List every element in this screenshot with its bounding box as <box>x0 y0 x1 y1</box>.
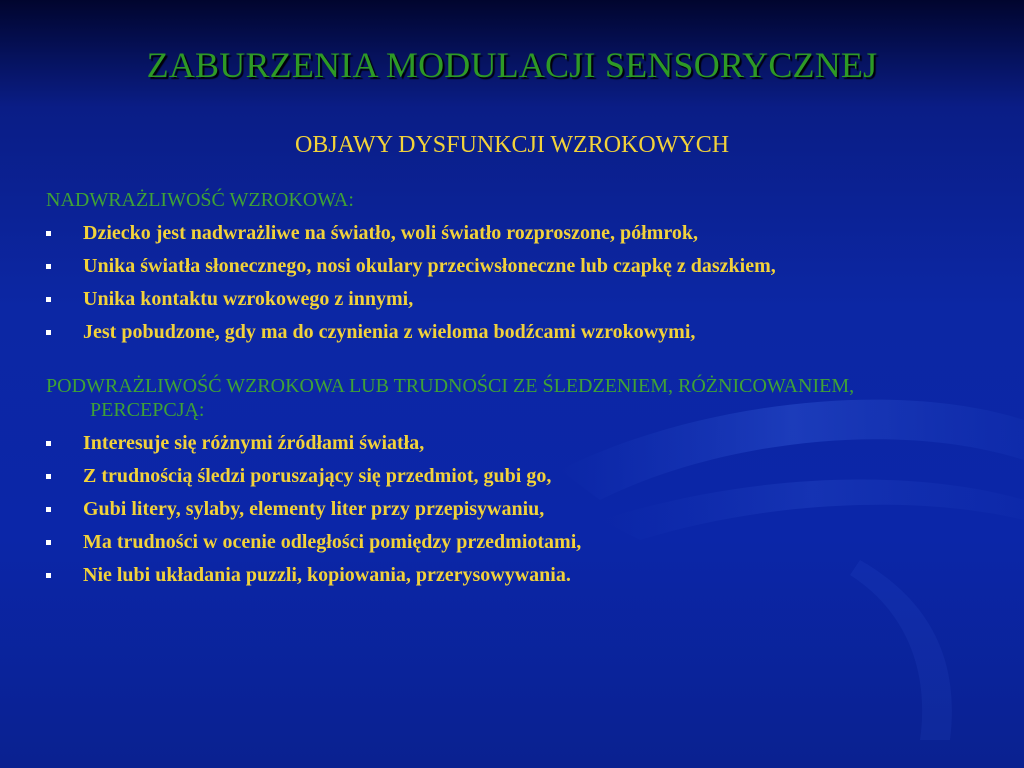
list-item-text: Ma trudności w ocenie odległości pomiędzy przedmiotami, <box>83 531 582 553</box>
square-bullet-icon <box>46 231 51 236</box>
list-item <box>46 431 986 455</box>
list-item-text: Jest pobudzone, gdy ma do czynienia z wieloma bodźcami wzrokowymi, <box>83 321 696 343</box>
list-item-text: Gubi litery, sylaby, elementy liter przy przepisywaniu, <box>83 498 545 520</box>
slide-title: ZABURZENIA MODULACJI SENSORYCZNEJ <box>146 45 878 85</box>
list-item-text: Interesuje się różnymi źródłami światła, <box>83 432 425 454</box>
square-bullet-icon <box>46 540 51 545</box>
list-item-text: Nie lubi układania puzzli, kopiowania, przerysowywania. <box>83 564 571 586</box>
list-item <box>46 320 986 344</box>
square-bullet-icon <box>46 297 51 302</box>
list-item-text: Dziecko jest nadwrażliwe na światło, woli światło rozproszone, półmrok, <box>83 222 698 244</box>
list-item <box>46 497 986 521</box>
list-item-text: Unika kontaktu wzrokowego z innymi, <box>83 288 414 310</box>
slide-content <box>46 188 986 587</box>
list-item-text: Z trudnością śledzi poruszający się przedmiot, gubi go, <box>83 465 552 487</box>
square-bullet-icon <box>46 330 51 335</box>
list-item <box>46 254 986 278</box>
square-bullet-icon <box>46 264 51 269</box>
bullet-list <box>46 221 986 344</box>
square-bullet-icon <box>46 507 51 512</box>
slide-subtitle: OBJAWY DYSFUNKCJI WZROKOWYCH <box>294 132 730 158</box>
square-bullet-icon <box>46 441 51 446</box>
section-heading: NADWRAŻLIWOŚĆ WZROKOWA: <box>46 189 354 211</box>
section-hypersensitivity <box>46 188 986 344</box>
section-hyposensitivity <box>46 374 986 587</box>
square-bullet-icon <box>46 573 51 578</box>
list-item <box>46 287 986 311</box>
section-heading: PODWRAŻLIWOŚĆ WZROKOWA LUB TRUDNOŚCI ZE ŚLEDZENIEM, RÓŻNICOWANIEM, PERCEPCJĄ: <box>46 375 855 421</box>
list-item <box>46 464 986 488</box>
list-item <box>46 530 986 554</box>
bullet-list <box>46 431 986 587</box>
list-item <box>46 563 986 587</box>
section-spacer <box>46 344 986 374</box>
list-item-text: Unika światła słonecznego, nosi okulary przeciwsłoneczne lub czapkę z daszkiem, <box>83 255 776 277</box>
square-bullet-icon <box>46 474 51 479</box>
list-item <box>46 221 986 245</box>
